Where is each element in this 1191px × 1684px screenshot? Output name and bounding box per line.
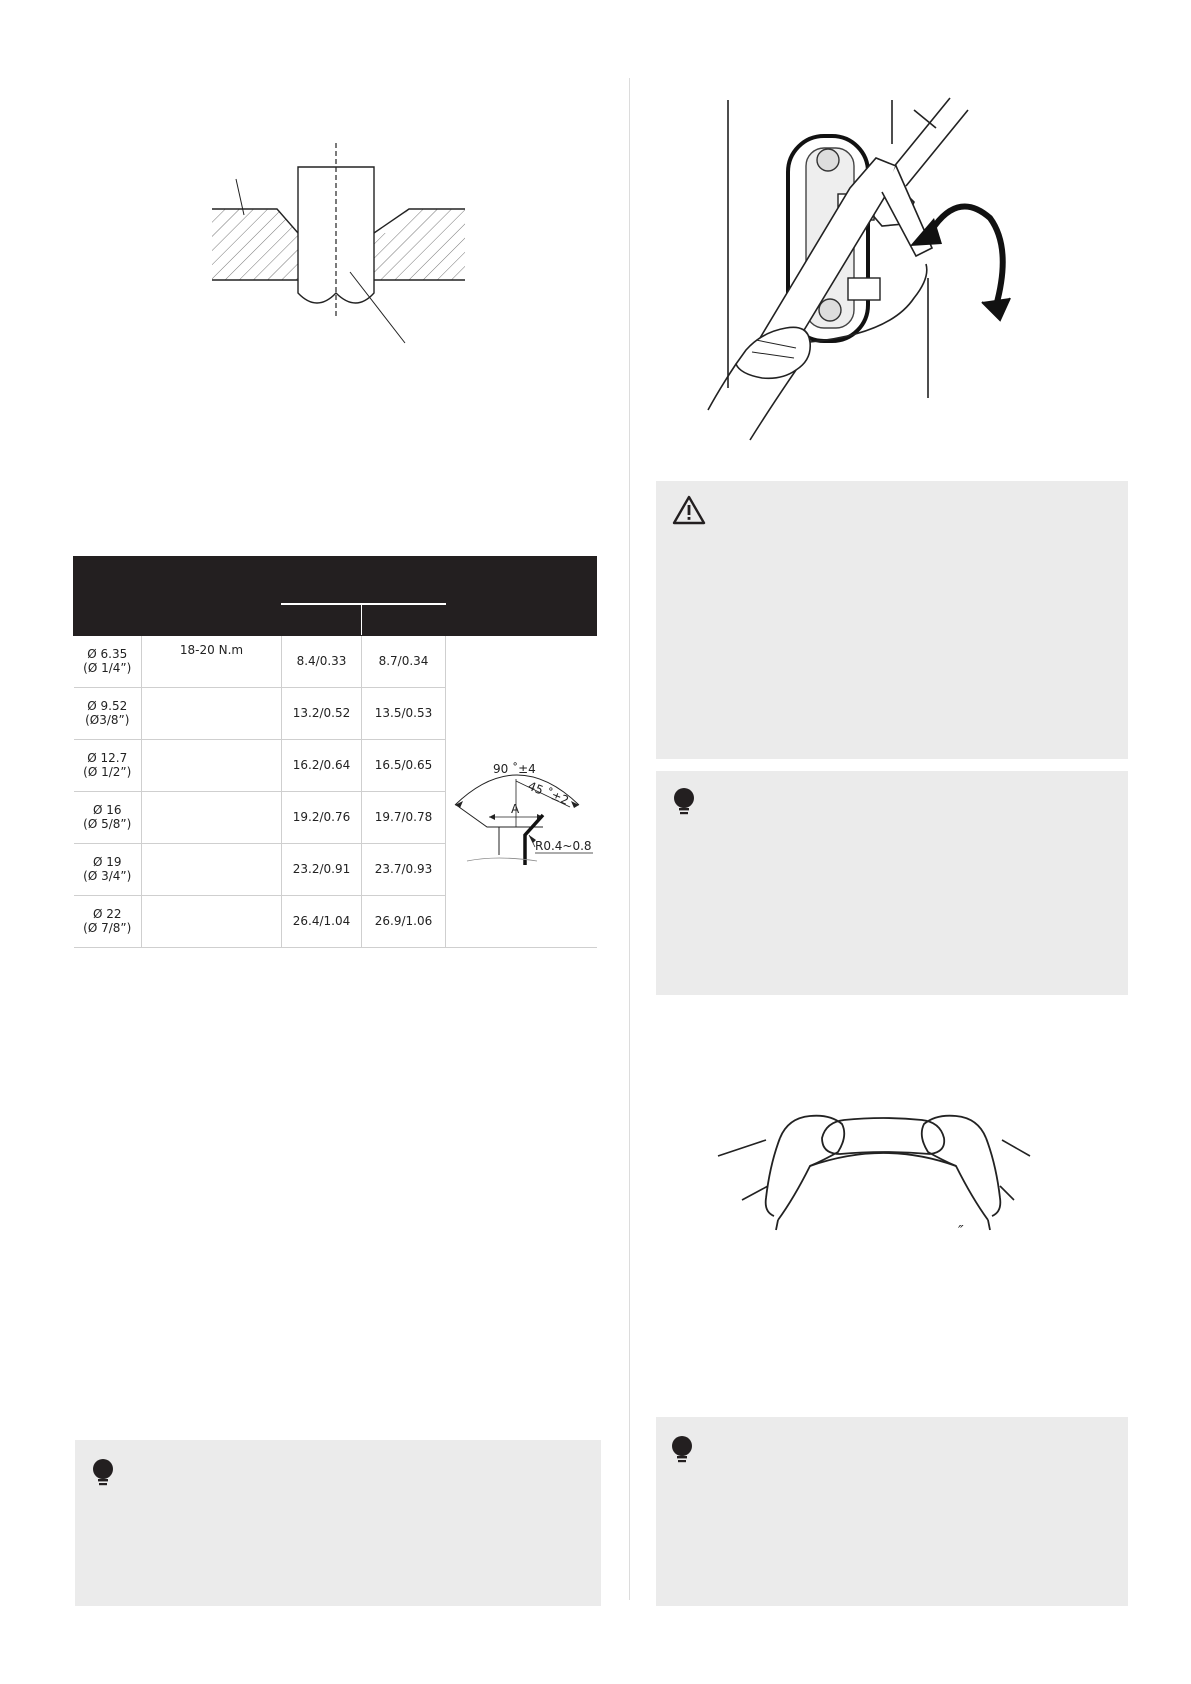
flare-min: 19.2/0.76 [292,809,351,824]
flare-min: 23.2/0.91 [292,861,351,876]
torque-value: 18-20 N.m [179,643,244,657]
flare-min: 26.4/1.04 [292,913,351,928]
flare-max: 19.7/0.78 [374,809,433,824]
pipe-size-inch: (Ø3/8”) [85,712,130,727]
table-row [74,636,597,688]
note-box-right-top [656,771,1128,995]
flare-min: 13.2/0.52 [292,705,351,720]
flare-max: 26.9/1.06 [374,913,433,928]
pipe-size-inch: (Ø 5/8”) [83,816,132,831]
table-header-flare-shape [446,557,597,636]
table-header-min [282,604,362,636]
flare-shape-diagram [447,715,595,865]
flare-max: 23.7/0.93 [374,861,433,876]
warning-box [656,481,1128,759]
flare-min: 16.2/0.64 [292,757,351,772]
pipe-size-inch: (Ø 1/4”) [83,660,132,675]
pipe-size: Ø 19 [92,855,122,870]
radius-label: R0.4~0.8 [535,838,592,853]
pipe-size: Ø 16 [92,803,122,818]
pipe-size-inch: (Ø 7/8”) [83,920,132,935]
flare-max: 8.7/0.34 [378,653,429,668]
table-header-torque [142,557,282,636]
angle-inner-label: 45 ˚±2 [526,778,572,808]
angle-outer-label: 90 ˚±4 [493,761,537,776]
pipe-size: Ø 6.35 [87,647,128,662]
pipe-size-inch: (Ø 3/4”) [83,868,132,883]
flare-max: 16.5/0.65 [374,757,433,772]
warning-triangle-icon [672,495,706,525]
lightbulb-icon [670,1435,694,1465]
flare-dimension-table [73,556,596,948]
pipe-size: Ø 12.7 [87,751,128,766]
flare-max: 13.5/0.53 [374,705,433,720]
table-header-flare-dimension [282,557,446,605]
pipe-cross-section-figure [200,135,480,350]
note-box-left [75,1440,601,1606]
pipe-size: Ø 22 [92,907,122,922]
pipe-bending-figure [714,1080,1034,1260]
dim-a-label: A [511,801,520,816]
table-header-pipe-size [74,557,142,636]
flare-min: 8.4/0.33 [296,653,347,668]
note-box-right-bottom [656,1417,1128,1606]
pipe-size: Ø 9.52 [87,699,128,714]
lightbulb-icon [672,787,696,817]
pipe-size-inch: (Ø 1/2”) [83,764,132,779]
bend-mark: ″ [958,1222,964,1240]
table-header-max [362,604,446,636]
lightbulb-icon [91,1458,115,1488]
column-divider [629,78,630,1600]
wrench-tightening-figure [700,88,1020,448]
